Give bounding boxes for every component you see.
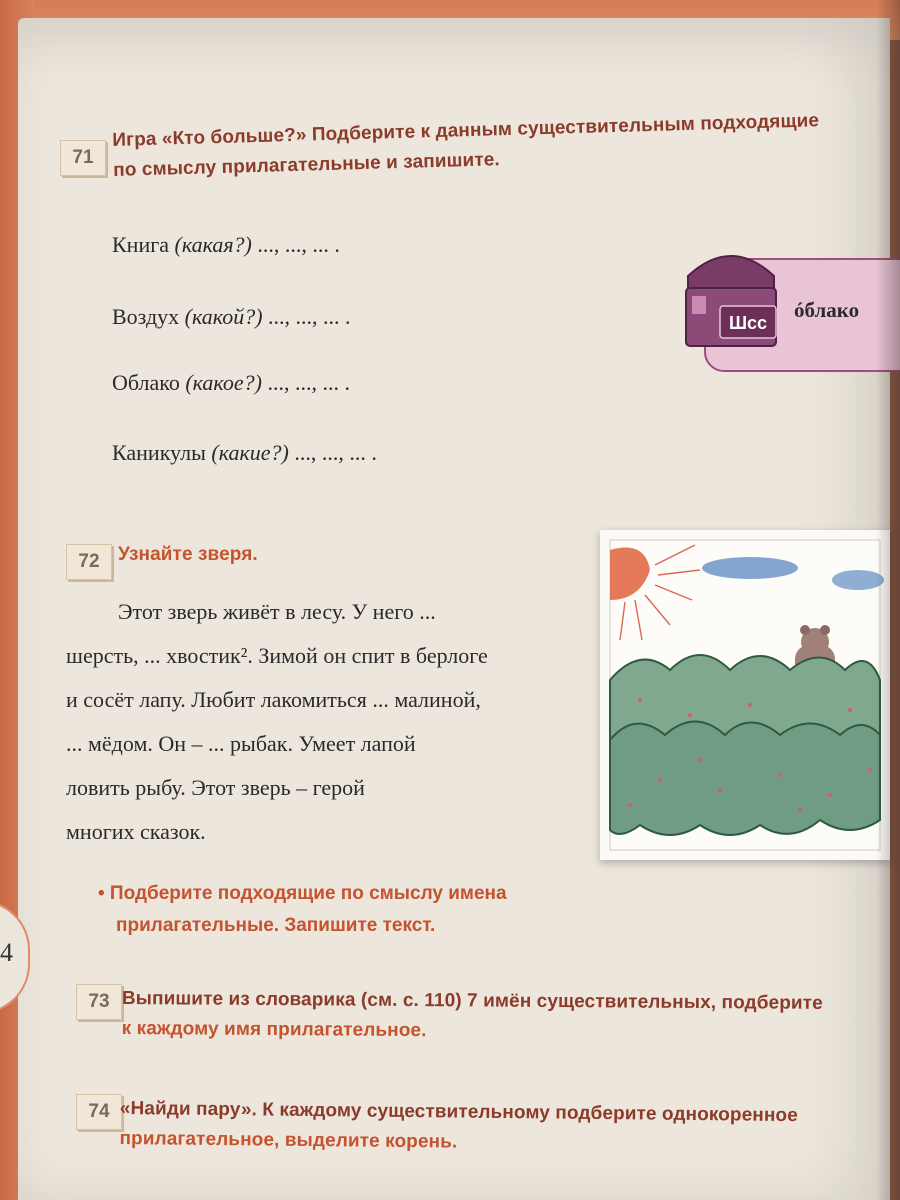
exercise-72-story xyxy=(66,590,566,854)
exercise-71-number: 71 xyxy=(60,140,106,176)
story-line: и сосёт лапу. Любит лакомиться ... малиной, xyxy=(66,687,481,712)
exercise-71-row-book xyxy=(112,232,340,258)
exercise-72-task-line2: прилагательные. Запишите текст. xyxy=(116,915,436,936)
row-question: (какая?) xyxy=(174,232,252,257)
vocabulary-word: óблако xyxy=(794,298,860,322)
exercise-73-heading-line1 xyxy=(122,984,823,1019)
exercise-72-number: 72 xyxy=(66,544,112,580)
exercise-71-heading-line1: Игра «Кто больше?» Подберите к данным существительным подходящие xyxy=(112,110,820,151)
exercise-74-heading-line1: «Найди пару». К каждому существительному подберите однокоренное xyxy=(119,1097,798,1127)
story-line: Этот зверь живёт в лесу. У него ... xyxy=(118,599,436,624)
row-question: (какой?) xyxy=(184,304,263,329)
story-line: ловить рыбу. Этот зверь – герой xyxy=(66,775,365,800)
treasure-chest-icon xyxy=(676,236,786,356)
bear-drawing xyxy=(600,530,890,860)
row-noun: Каникулы xyxy=(112,440,206,465)
exercise-73-heading-text: Выпишите из словарика (см. с. 110) 7 имён существительных, подберите xyxy=(121,987,823,1014)
exercise-74-heading xyxy=(119,1094,798,1161)
exercise-72-heading: Узнайте зверя. xyxy=(118,544,258,565)
exercise-73-heading-line2: к каждому имя прилагательное. xyxy=(121,1017,427,1042)
chest-label: Шсс xyxy=(728,313,768,333)
exercise-71-row-holidays xyxy=(112,440,377,466)
row-question: (какие?) xyxy=(211,440,289,465)
bushes xyxy=(610,655,880,835)
exercise-73-heading xyxy=(122,984,823,1049)
page-fold-shadow xyxy=(876,0,900,1200)
exercise-72-task-line1: • Подберите подходящие по смыслу имена xyxy=(98,883,507,904)
row-dots: ..., ..., ... . xyxy=(268,304,351,329)
row-question: (какое?) xyxy=(185,370,262,395)
row-noun: Облако xyxy=(112,370,180,395)
exercise-74-heading-line2: прилагательное, выделите корень. xyxy=(119,1127,458,1153)
exercise-71-row-cloud xyxy=(112,370,350,396)
exercise-74-number: 74 xyxy=(76,1094,122,1130)
exercise-72-task xyxy=(98,878,578,942)
story-line: многих сказок. xyxy=(66,819,206,844)
cloud-icon xyxy=(702,557,798,579)
story-line: шерсть, ... хвостик². Зимой он спит в берлоге xyxy=(66,643,488,668)
exercise-71-heading-line2: по смыслу прилагательные и запишите. xyxy=(112,149,501,181)
exercise-73-number: 73 xyxy=(76,984,122,1020)
row-dots: ..., ..., ... . xyxy=(267,370,350,395)
row-dots: ..., ..., ... . xyxy=(257,232,340,257)
row-dots: ..., ..., ... . xyxy=(294,440,377,465)
exercise-71-row-air xyxy=(112,304,351,330)
row-noun: Книга xyxy=(112,232,170,257)
story-line: ... мёдом. Он – ... рыбак. Умеет лапой xyxy=(66,731,416,756)
row-noun: Воздух xyxy=(112,304,180,329)
page-number: 4 xyxy=(0,938,13,967)
